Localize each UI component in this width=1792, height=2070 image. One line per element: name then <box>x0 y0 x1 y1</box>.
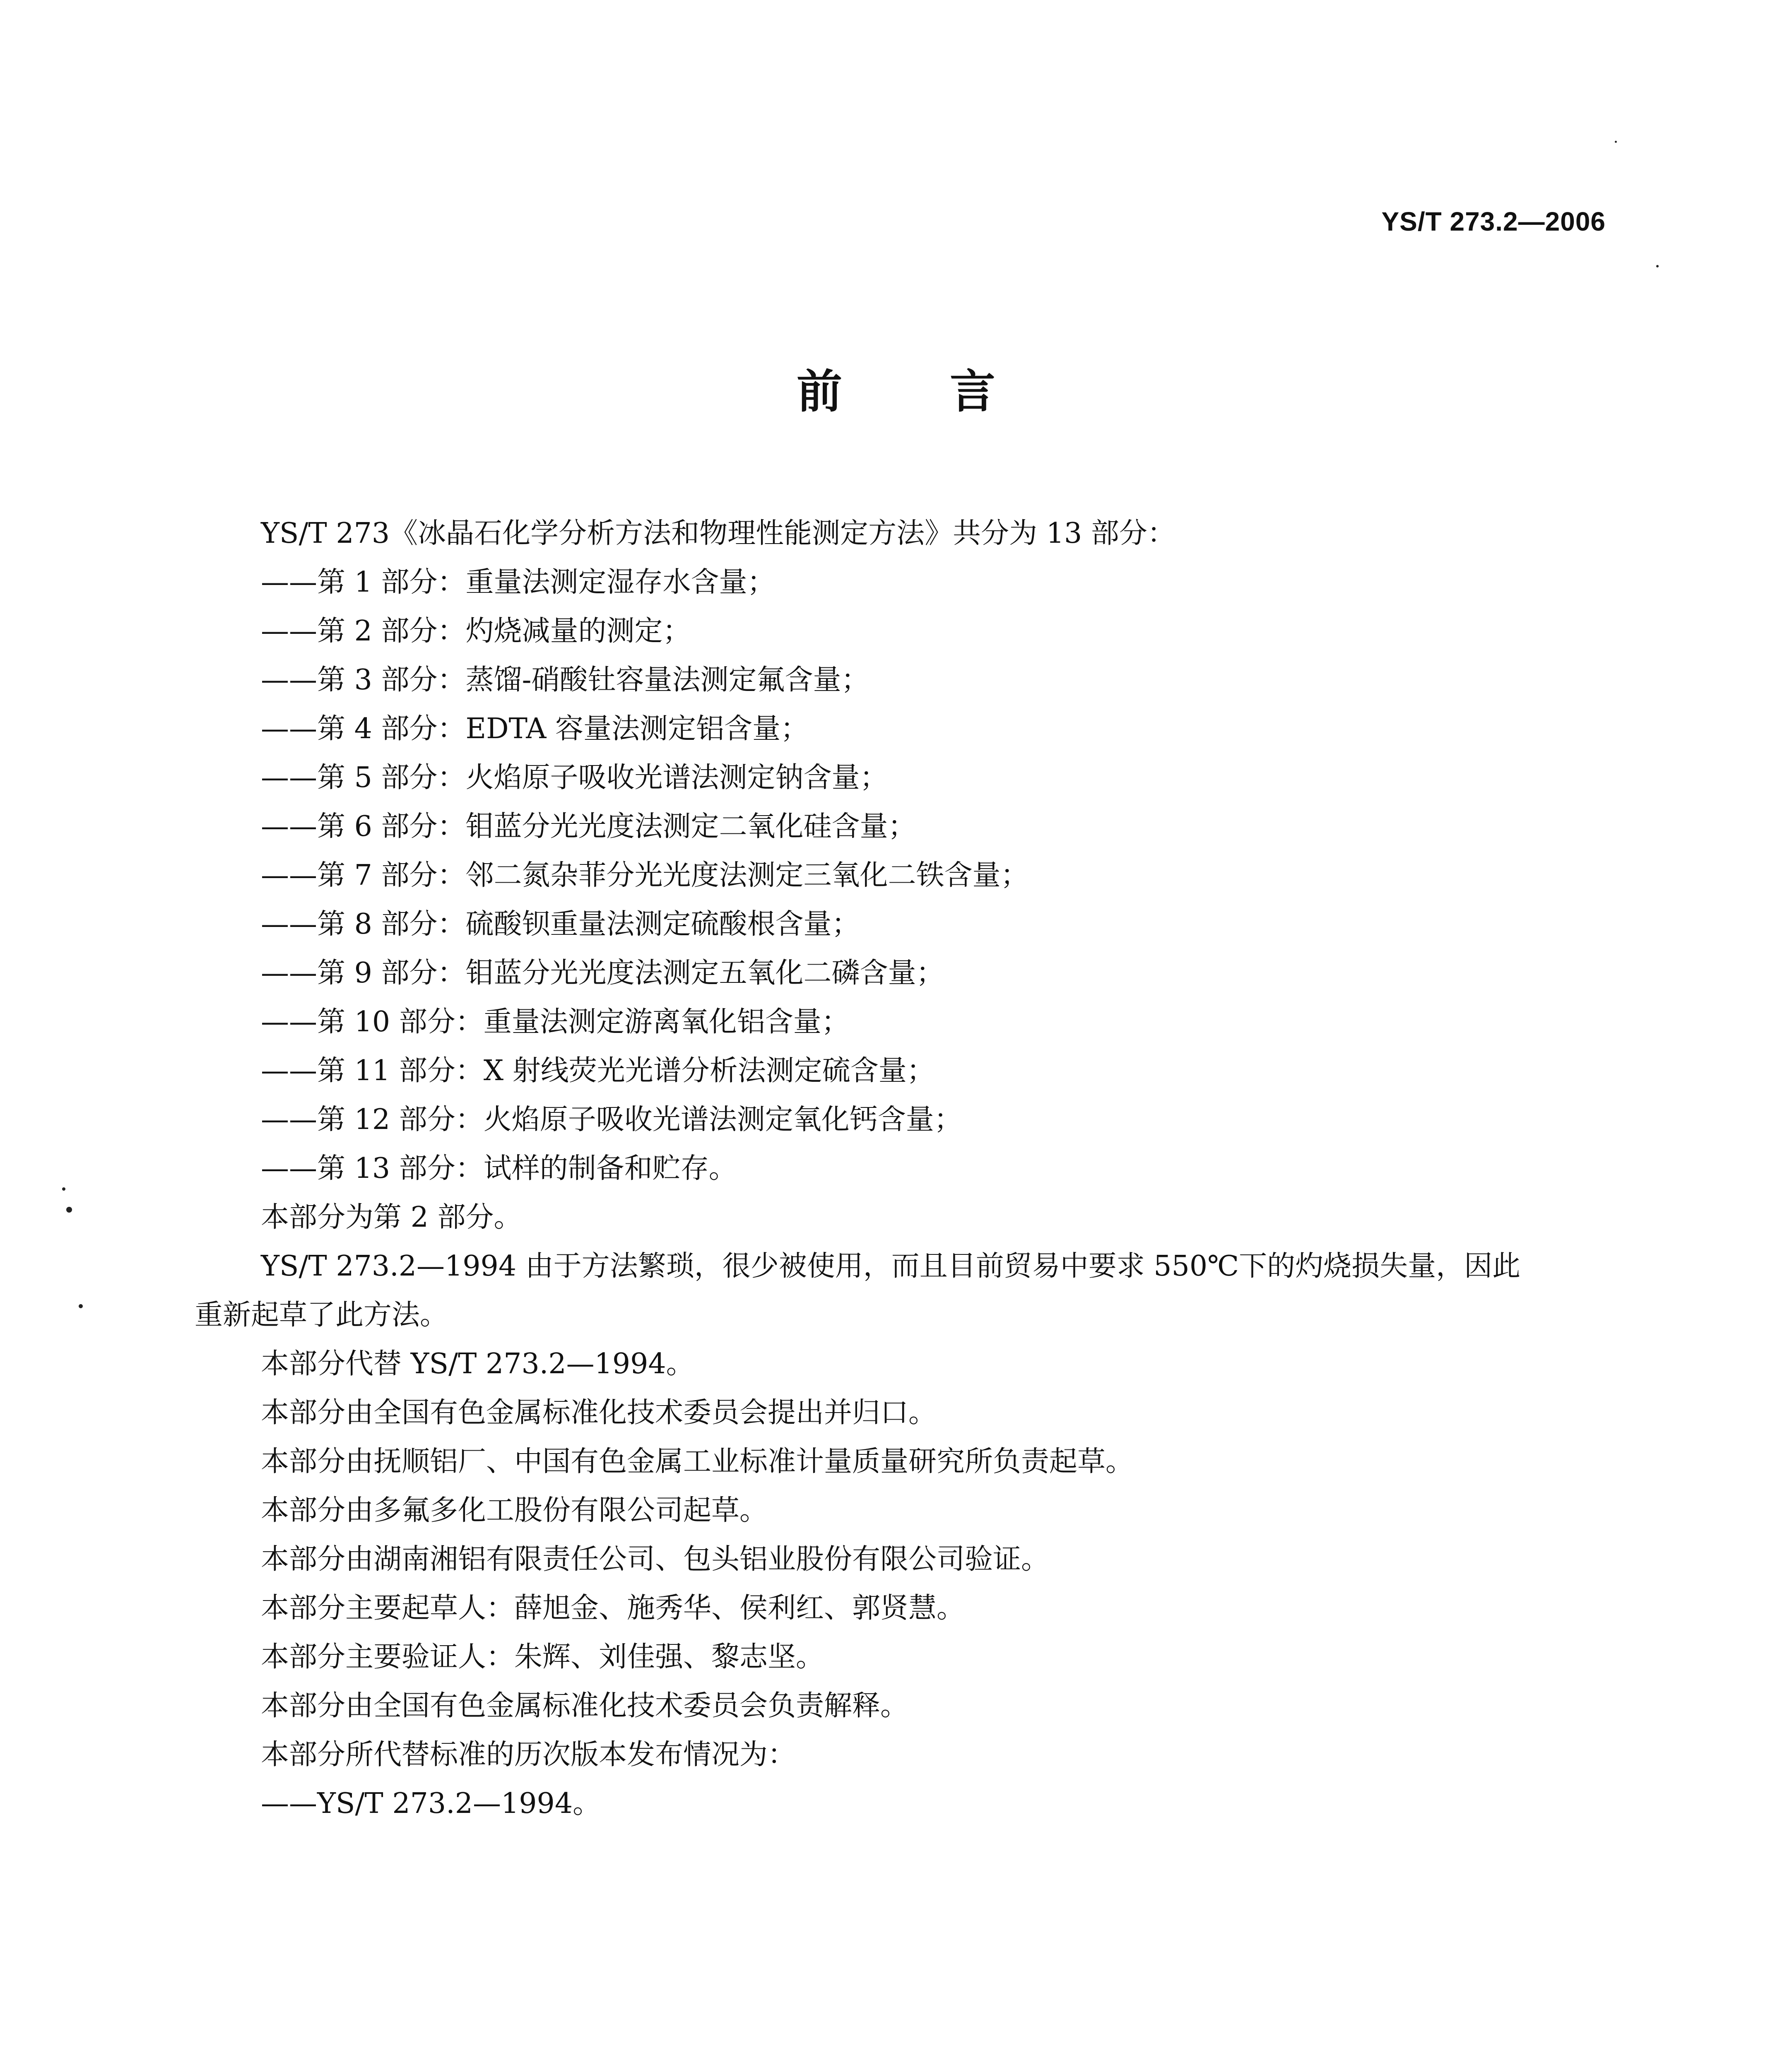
list-item: ——第 4 部分：EDTA 容量法测定铝含量； <box>261 712 809 745</box>
list-item: ——第 7 部分：邻二氮杂菲分光光度法测定三氧化二铁含量； <box>261 859 1029 892</box>
reason-line-2: 重新起草了此方法。 <box>195 1299 448 1331</box>
this-part-statement: 本部分为第 2 部分。 <box>261 1201 522 1234</box>
reason-line-1: YS/T 273.2—1994 由于方法繁琐，很少被使用，而且目前贸易中要求 550℃下的灼烧损失量，因此 <box>261 1250 1521 1283</box>
list-item: ——第 2 部分：灼烧减量的测定； <box>261 615 691 647</box>
statement-line: 本部分所代替标准的历次版本发布情况为： <box>261 1738 796 1771</box>
list-item: ——第 13 部分：试样的制备和贮存。 <box>261 1152 737 1185</box>
parts-list <box>195 558 1631 1193</box>
list-item: ——第 5 部分：火焰原子吸收光谱法测定钠含量； <box>261 761 888 794</box>
statement-line: 本部分代替 YS/T 273.2—1994。 <box>261 1348 694 1380</box>
list-item: ——第 6 部分：钼蓝分光光度法测定二氧化硅含量； <box>261 810 916 843</box>
list-item: ——第 8 部分：硫酸钡重量法测定硫酸根含量； <box>261 908 860 941</box>
list-item: ——第 9 部分：钼蓝分光光度法测定五氧化二磷含量； <box>261 957 944 989</box>
statement-line: 本部分由全国有色金属标准化技术委员会提出并归口。 <box>261 1396 937 1429</box>
page-title: 前言 <box>797 365 1103 418</box>
statement-line: 本部分由多氟多化工股份有限公司起草。 <box>261 1494 768 1527</box>
statements-list <box>195 1340 1631 1779</box>
list-item: ——第 12 部分：火焰原子吸收光谱法测定氧化钙含量； <box>261 1103 962 1136</box>
statement-line: 本部分由抚顺铝厂、中国有色金属工业标准计量质量研究所负责起草。 <box>261 1445 1134 1478</box>
list-item: ——第 10 部分：重量法测定游离氧化铝含量； <box>261 1006 850 1038</box>
statement-line: 本部分由湖南湘铝有限责任公司、包头铝业股份有限公司验证。 <box>261 1543 1050 1576</box>
statement-line: 本部分主要验证人：朱辉、刘佳强、黎志坚。 <box>261 1641 824 1673</box>
list-item: ——第 3 部分：蒸馏-硝酸钍容量法测定氟含量； <box>261 664 870 696</box>
scan-speck <box>79 1304 83 1308</box>
scan-speck <box>1656 265 1659 267</box>
scan-speck <box>1615 141 1617 143</box>
statement-line: 本部分由全国有色金属标准化技术委员会负责解释。 <box>261 1690 909 1722</box>
list-item: ——第 11 部分：X 射线荧光光谱分析法测定硫含量； <box>261 1054 935 1087</box>
scan-speck <box>66 1207 72 1213</box>
history-item: ——YS/T 273.2—1994。 <box>261 1787 601 1820</box>
list-item: ——第 1 部分：重量法测定湿存水含量； <box>261 566 776 599</box>
statement-line: 本部分主要起草人：薛旭金、施秀华、侯利红、郭贤慧。 <box>261 1592 965 1625</box>
standard-code: YS/T 273.2—2006 <box>1381 207 1606 236</box>
intro-paragraph: YS/T 273《冰晶石化学分析方法和物理性能测定方法》共分为 13 部分： <box>261 517 1175 550</box>
scan-speck <box>62 1187 65 1191</box>
document-body <box>195 509 1631 1828</box>
